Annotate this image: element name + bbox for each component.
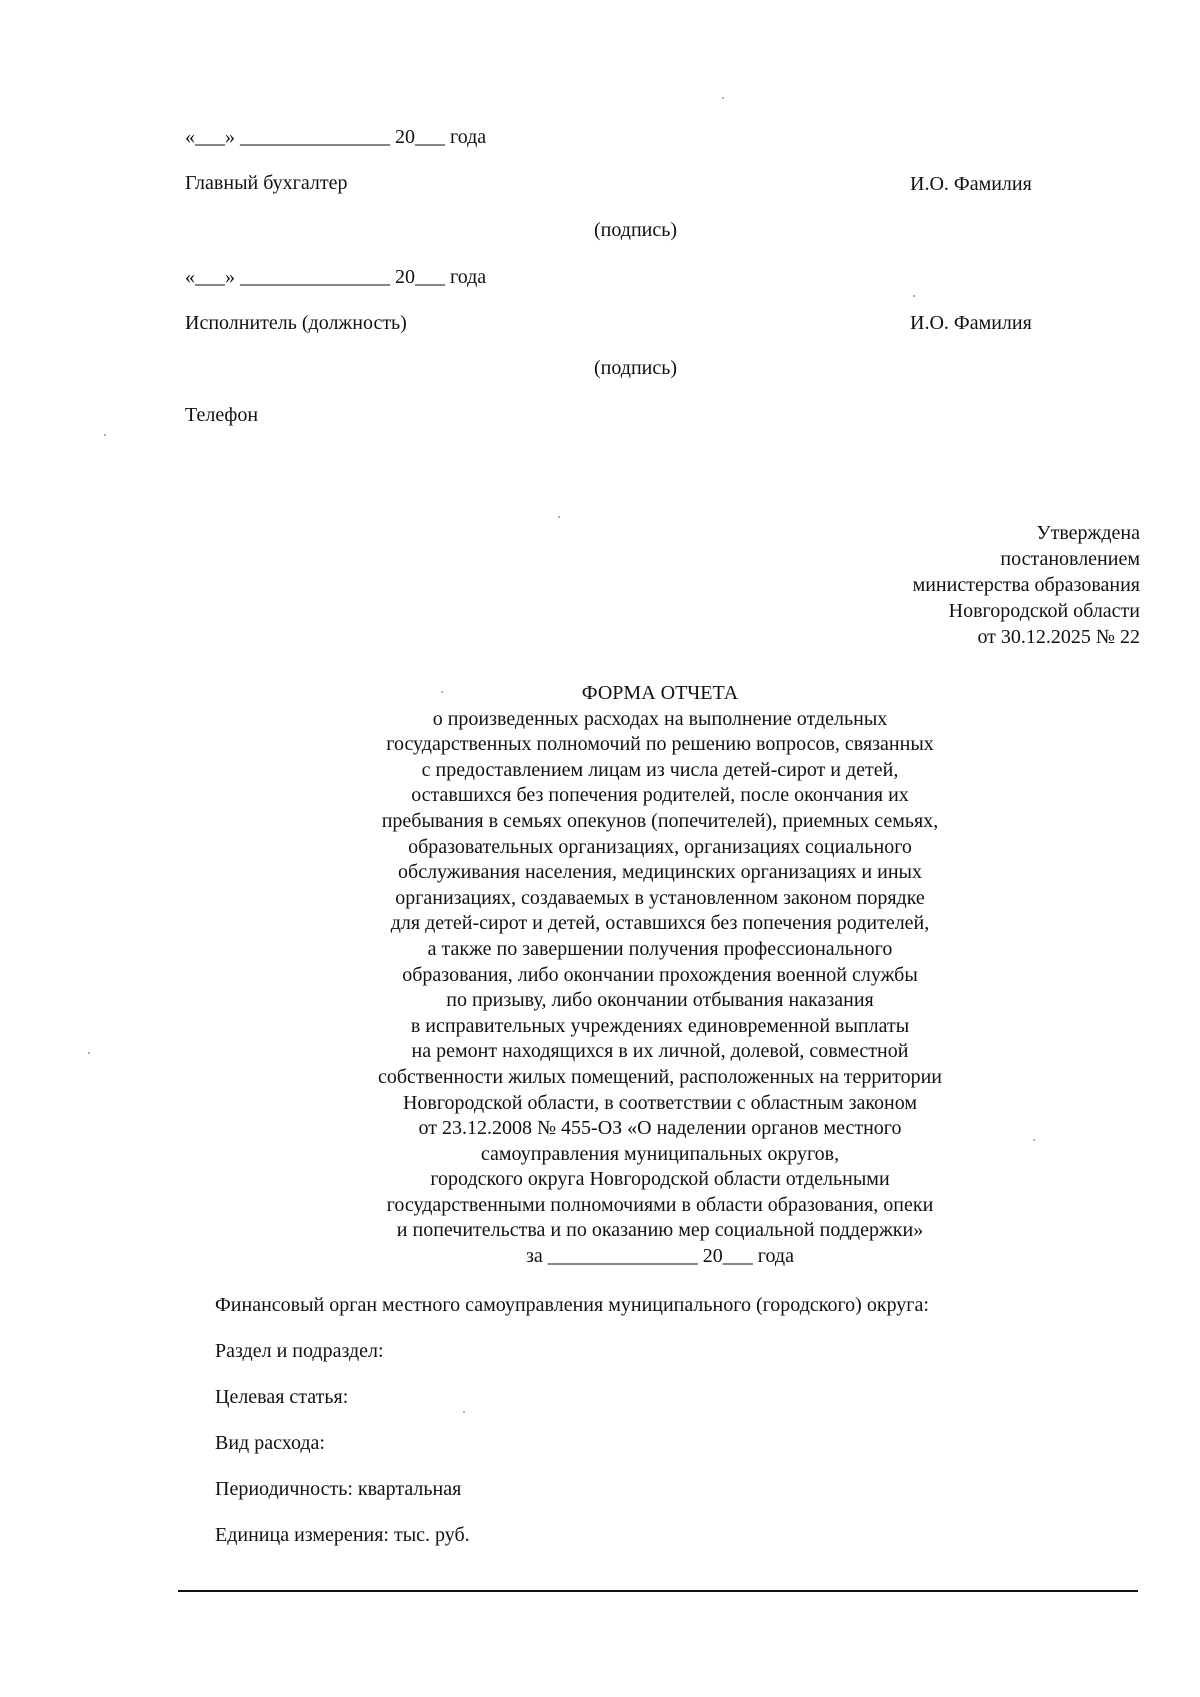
report-period-line: за _______________ 20___ года [526, 1245, 794, 1268]
form-description-line: для детей-сирот и детей, оставшихся без попечения родителей, [390, 912, 930, 935]
form-description-line: организациях, создаваемых в установленном законом порядке [395, 886, 925, 909]
unit-field: Единица измерения: тыс. руб. [215, 1524, 470, 1546]
target-article-field: Целевая статья: [215, 1386, 349, 1408]
footnote-divider [178, 1590, 1138, 1592]
role-executor: Исполнитель (должность) [185, 312, 407, 334]
form-description-line: о произведенных расходах на выполнение отдельных [432, 707, 888, 730]
form-description-line: государственных полномочий по решению вопросов, связанных [386, 733, 934, 756]
scan-speck [722, 97, 724, 99]
scan-speck [441, 691, 443, 693]
scan-speck [104, 434, 106, 436]
form-description-line: и попечительства и по оказанию мер социальной поддержки» [396, 1219, 924, 1242]
form-description-line: с предоставлением лицам из числа детей-сирот и детей, [421, 758, 899, 781]
date-line-executor: «___» _______________ 20___ года [185, 266, 487, 288]
signature-caption-accountant: (подпись) [594, 219, 678, 241]
approval-line: министерства образования [912, 574, 1140, 596]
date-line-accountant: «___» _______________ 20___ года [185, 126, 487, 148]
approval-line: от 30.12.2025 № 22 [977, 626, 1140, 648]
periodicity-field: Периодичность: квартальная [215, 1478, 462, 1500]
financial-body-field: Финансовый орган местного самоуправления муниципального (городского) округа: [215, 1294, 929, 1316]
scan-speck [913, 295, 915, 297]
form-description-line: образования, либо окончании прохождения военной службы [402, 963, 918, 986]
form-heading: ФОРМА ОТЧЕТА [581, 682, 739, 704]
form-description-line: по призыву, либо окончании отбывания наказания [446, 989, 874, 1012]
form-description-line: обслуживания населения, медицинских организациях и иных [398, 861, 922, 884]
approval-line: Новгородской области [948, 600, 1140, 622]
form-description-line: Новгородской области, в соответствии с областным законом [402, 1091, 918, 1114]
scan-speck [558, 516, 560, 518]
role-chief-accountant: Главный бухгалтер [185, 172, 348, 194]
approval-line: постановлением [1000, 548, 1140, 570]
scan-speck [1033, 1139, 1035, 1141]
expense-type-field: Вид расхода: [215, 1432, 325, 1454]
form-description-line: образовательных организациях, организациях социального [408, 835, 912, 858]
name-chief-accountant: И.О. Фамилия [910, 173, 1032, 195]
form-description-line: в исправительных учреждениях единовременной выплаты [410, 1014, 910, 1037]
scan-speck [88, 1052, 90, 1054]
form-description-line: государственными полномочиями в области образования, опеки [386, 1193, 934, 1216]
approval-line: Утверждена [1036, 522, 1140, 544]
form-description-line: на ремонт находящихся в их личной, долевой, совместной [411, 1040, 909, 1063]
form-description-line: собственности жилых помещений, расположенных на территории [377, 1065, 942, 1088]
signature-caption-executor: (подпись) [594, 357, 678, 379]
approval-block [913, 520, 1140, 650]
form-description-line: пребывания в семьях опекунов (попечителей), приемных семьях, [381, 809, 939, 832]
form-description-line: самоуправления муниципальных округов, [480, 1142, 840, 1165]
name-executor: И.О. Фамилия [910, 312, 1032, 334]
form-description-line: а также по завершении получения профессионального [427, 937, 893, 960]
form-title-block [300, 681, 1020, 1270]
form-description-line: городского округа Новгородской области отдельными [430, 1168, 890, 1191]
section-field: Раздел и подраздел: [215, 1340, 384, 1362]
form-description-line: оставшихся без попечения родителей, после окончания их [411, 784, 909, 807]
scan-speck [463, 1411, 465, 1413]
phone-label: Телефон [185, 404, 259, 426]
form-description-line: от 23.12.2008 № 455-ОЗ «О наделении органов местного [418, 1117, 902, 1140]
